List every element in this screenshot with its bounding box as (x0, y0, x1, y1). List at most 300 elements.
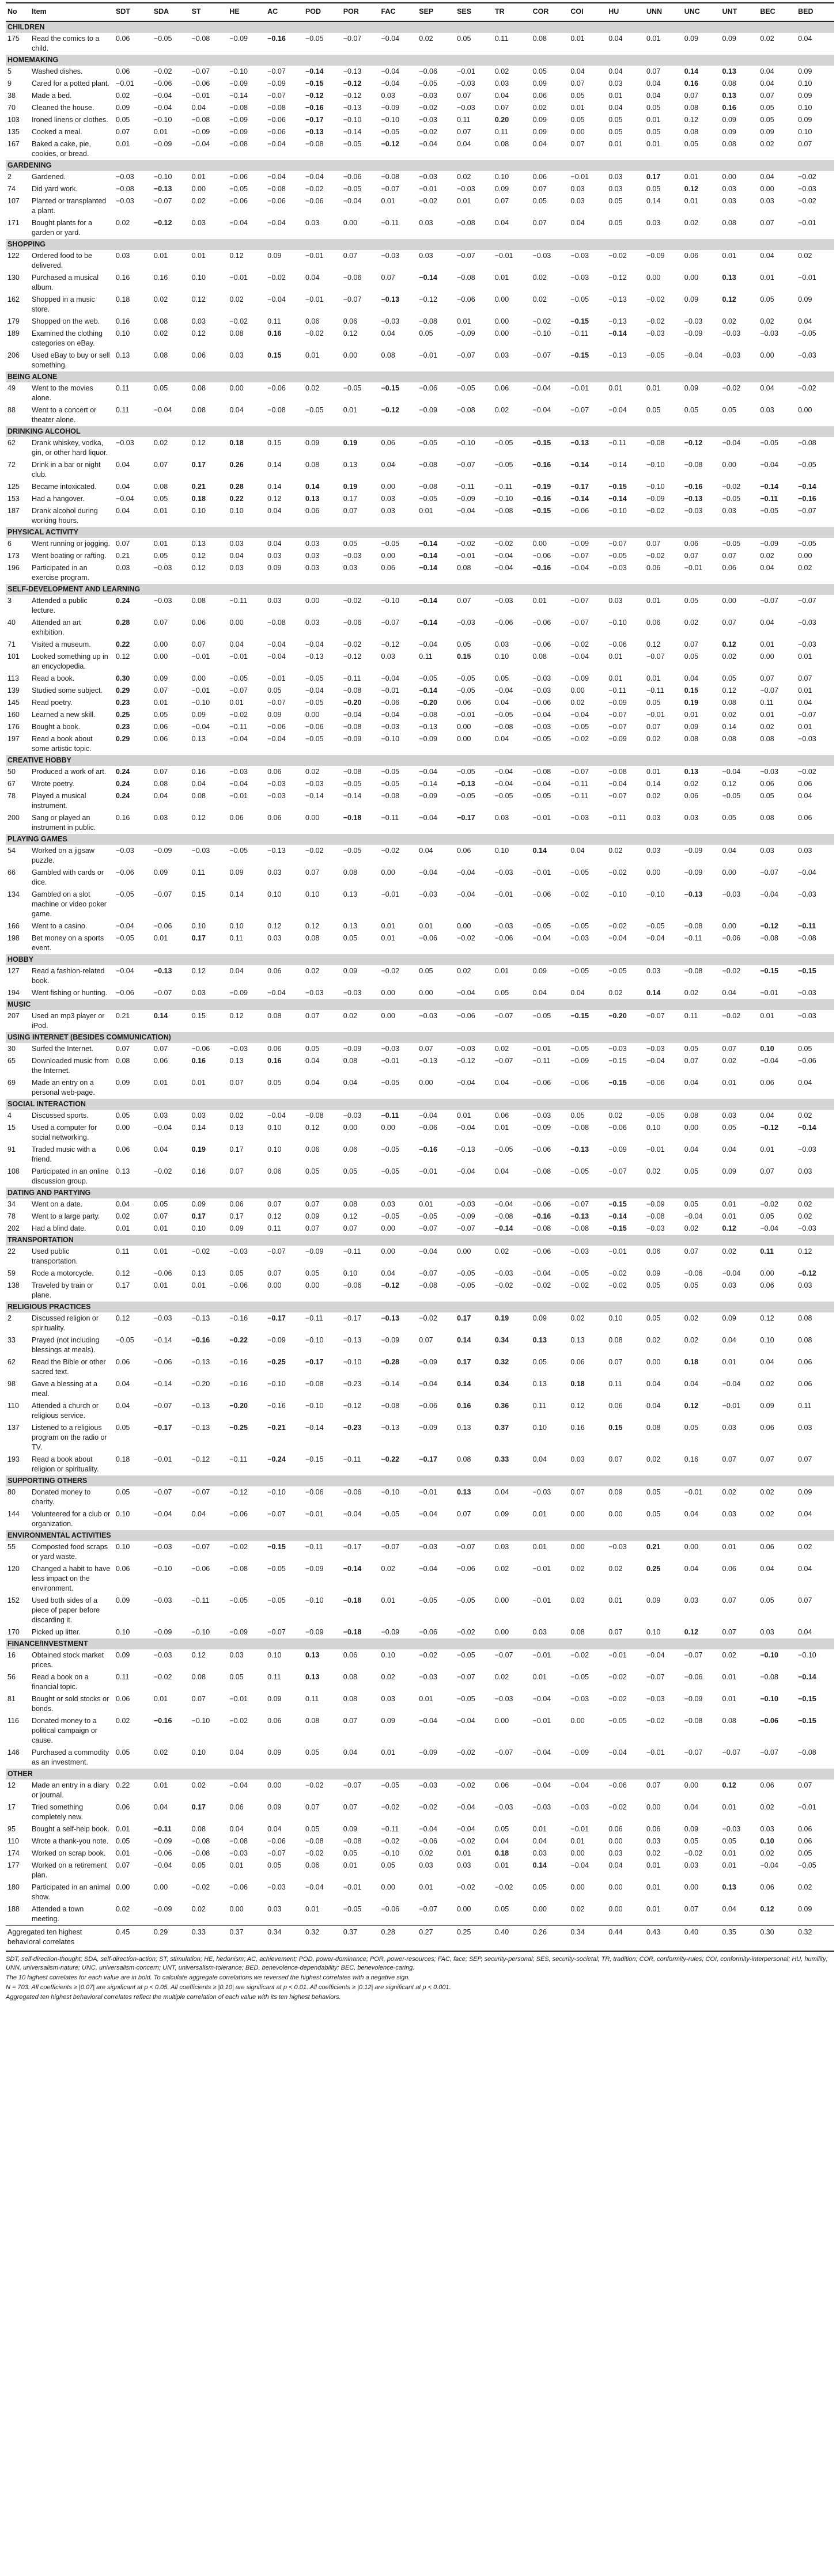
correlation-cell: 0.04 (760, 67, 774, 75)
correlation-cell: 0.01 (532, 597, 547, 605)
correlation-cell: 0.01 (798, 686, 812, 695)
table-row (6, 1312, 834, 1334)
correlation-cell: 0.09 (684, 723, 699, 731)
correlation-cell: −0.05 (532, 792, 551, 800)
correlation-cell: 0.05 (646, 1314, 661, 1322)
correlation-cell-highlighted: 0.20 (494, 116, 509, 124)
correlation-cell: −0.09 (419, 406, 437, 414)
table-row (6, 1780, 834, 1801)
correlation-cell: −0.03 (494, 922, 513, 930)
correlation-cell-highlighted: −0.11 (153, 1825, 172, 1833)
correlation-cell: −0.07 (267, 1628, 286, 1636)
correlation-cell: 0.16 (153, 274, 168, 282)
item-number: 62 (7, 1358, 16, 1366)
correlation-cell-highlighted: −0.17 (153, 1424, 172, 1432)
correlation-cell: 0.06 (229, 1200, 244, 1208)
correlation-cell-highlighted: −0.11 (381, 1111, 399, 1120)
correlation-cell: 0.01 (684, 173, 699, 181)
correlation-cell: 0.04 (229, 1748, 244, 1756)
correlation-cell: 0.00 (608, 1883, 623, 1891)
correlation-cell: 0.05 (684, 406, 699, 414)
correlation-cell-highlighted: 0.12 (760, 1905, 774, 1913)
correlation-cell: −0.04 (760, 1861, 778, 1869)
correlation-cell: 0.05 (532, 67, 547, 75)
correlation-cell: −0.01 (532, 868, 551, 877)
correlation-cell: 0.08 (532, 652, 547, 661)
correlation-cell: −0.01 (646, 1145, 665, 1154)
correlation-cell: 0.06 (343, 1145, 358, 1154)
item-text: Bought or sold stocks or bonds. (32, 1695, 109, 1713)
correlation-cell: −0.10 (153, 173, 172, 181)
correlation-cell: 0.02 (494, 1673, 509, 1681)
correlation-cell: −0.01 (684, 564, 703, 572)
correlation-cell-highlighted: 0.32 (494, 1358, 509, 1366)
table-row (6, 1541, 834, 1563)
correlation-cell: 0.11 (684, 1012, 698, 1020)
correlation-cell: 0.13 (191, 735, 206, 743)
correlation-cell: −0.04 (305, 640, 324, 648)
correlation-cell: −0.04 (191, 723, 210, 731)
correlation-cell: −0.14 (229, 92, 248, 100)
correlation-cell: 0.08 (305, 461, 320, 469)
correlation-cell: 0.05 (684, 1424, 699, 1432)
correlation-cell: −0.05 (608, 552, 627, 560)
correlation-cell: 0.04 (343, 1748, 358, 1756)
table-row (6, 1595, 834, 1626)
correlation-cell-highlighted: 0.13 (457, 1488, 471, 1496)
correlation-cell: 0.08 (494, 140, 509, 148)
correlation-cell: 0.11 (267, 1224, 281, 1232)
item-number: 198 (7, 934, 20, 942)
item-text: Read the comics to a child. (32, 35, 100, 52)
correlation-cell: −0.04 (684, 1212, 703, 1220)
item-text: Gambled on a slot machine or video poker game. (32, 890, 107, 918)
correlation-cell: −0.05 (457, 1651, 475, 1659)
correlation-cell: −0.04 (457, 1124, 475, 1132)
correlation-cell: −0.07 (760, 686, 778, 695)
correlation-cell: 0.05 (532, 197, 547, 205)
correlation-cell-highlighted: −0.14 (419, 540, 437, 548)
correlation-cell: −0.05 (305, 406, 324, 414)
item-text: Went to a large party. (32, 1212, 100, 1220)
correlation-cell: 0.01 (381, 922, 395, 930)
correlation-cell: −0.06 (419, 1402, 437, 1410)
correlation-cell: −0.05 (457, 674, 475, 682)
correlation-cell: −0.17 (343, 1314, 362, 1322)
correlation-cell: 0.05 (153, 384, 168, 392)
correlation-cell: −0.03 (494, 868, 513, 877)
correlation-cell-highlighted: −0.16 (532, 564, 551, 572)
correlation-cell-highlighted: −0.14 (608, 329, 627, 337)
correlation-cell: 0.01 (381, 1748, 395, 1756)
correlation-cell: −0.03 (457, 185, 475, 193)
correlation-cell: −0.07 (494, 1012, 513, 1020)
item-text: Learned a new skill. (32, 711, 96, 719)
aggregate-value: 0.32 (796, 1926, 834, 1950)
correlation-cell: −0.04 (153, 1861, 172, 1869)
correlation-cell: −0.05 (457, 686, 475, 695)
item-text: Planted or transplanted a plant. (32, 197, 107, 215)
table-row (6, 651, 834, 673)
correlation-cell: 0.06 (305, 1861, 320, 1869)
correlation-cell: 0.03 (305, 219, 320, 227)
correlation-cell: −0.05 (381, 128, 400, 136)
table-row (6, 1860, 834, 1881)
correlation-cell: 0.05 (229, 1269, 244, 1277)
correlation-cell: 0.00 (116, 1124, 130, 1132)
correlation-cell: −0.07 (457, 1224, 475, 1232)
correlation-cell: 0.05 (532, 1358, 547, 1366)
correlation-cell-highlighted: −0.16 (153, 1717, 172, 1725)
correlation-cell: 0.02 (798, 252, 812, 260)
correlation-cell: 0.06 (760, 1883, 774, 1891)
correlation-cell: −0.03 (457, 619, 475, 627)
correlation-cell: 0.01 (153, 1247, 168, 1255)
correlation-cell: −0.01 (229, 652, 248, 661)
correlation-cell: 0.00 (343, 219, 358, 227)
correlation-cell-highlighted: −0.15 (608, 483, 627, 491)
correlation-cell: −0.03 (494, 597, 513, 605)
correlation-cell: −0.07 (267, 699, 286, 707)
correlation-cell: −0.07 (570, 552, 589, 560)
correlation-cell: 0.01 (722, 1861, 736, 1869)
correlation-cell: −0.07 (608, 723, 627, 731)
correlation-cell: 0.03 (722, 507, 736, 515)
correlation-cell: −0.05 (381, 1167, 400, 1175)
correlation-cell: −0.05 (494, 792, 513, 800)
correlation-cell: −0.01 (532, 1565, 551, 1573)
correlation-cell: 0.01 (608, 1596, 623, 1604)
correlation-cell: 0.01 (722, 1849, 736, 1857)
correlation-cell-highlighted: −0.14 (419, 619, 437, 627)
correlation-cell: 0.03 (267, 597, 282, 605)
correlation-cell: −0.05 (457, 1596, 475, 1604)
correlation-cell: 0.00 (305, 1281, 320, 1289)
correlation-cell: 0.04 (343, 1079, 358, 1087)
correlation-cell: −0.07 (191, 67, 210, 75)
correlation-cell: 0.07 (494, 197, 509, 205)
correlation-cell: −0.04 (267, 173, 286, 181)
section-header (6, 834, 834, 845)
correlation-cell: 0.02 (343, 1012, 358, 1020)
correlation-cell: 0.01 (494, 274, 509, 282)
correlation-cell: −0.02 (381, 847, 400, 855)
correlation-cell: −0.09 (646, 495, 665, 503)
correlation-cell: 0.10 (267, 1145, 282, 1154)
item-text: Read a book about some artistic topic. (32, 735, 93, 753)
correlation-cell: 0.00 (494, 317, 509, 325)
correlation-cell: 0.11 (532, 1402, 547, 1410)
correlation-cell: −0.06 (305, 1488, 324, 1496)
correlation-cell: 0.12 (191, 564, 206, 572)
correlation-cell-highlighted: −0.14 (798, 483, 816, 491)
correlation-cell: −0.03 (570, 1695, 589, 1703)
correlation-cell: −0.09 (570, 1748, 589, 1756)
correlation-cell: −0.09 (229, 79, 248, 88)
correlation-cell: 0.01 (153, 252, 168, 260)
item-number: 177 (7, 1861, 20, 1869)
correlation-cell: 0.09 (532, 116, 547, 124)
correlation-cell: 0.09 (116, 104, 130, 112)
item-text: Traveled by train or plane. (32, 1281, 94, 1299)
item-text: Looked something up in an encyclopedia. (32, 652, 108, 670)
correlation-cell: 0.03 (608, 1849, 623, 1857)
table-row (6, 697, 834, 709)
correlation-cell: −0.02 (419, 1651, 437, 1659)
correlation-cell: −0.08 (381, 1402, 400, 1410)
correlation-cell: −0.06 (457, 1012, 475, 1020)
correlation-cell: 0.03 (570, 1455, 585, 1463)
correlation-cell: −0.03 (419, 173, 437, 181)
correlation-cell-highlighted: −0.10 (760, 1651, 778, 1659)
item-number: 145 (7, 699, 20, 707)
correlation-cell: −0.05 (722, 495, 741, 503)
table-row (6, 562, 834, 584)
table-row (6, 1356, 834, 1378)
correlation-cell-highlighted: 0.17 (191, 934, 206, 942)
correlation-cell: 0.07 (646, 1781, 661, 1789)
table-row (6, 987, 834, 999)
section-header (6, 999, 834, 1010)
correlation-cell: −0.01 (381, 686, 400, 695)
correlation-cell: −0.01 (494, 890, 513, 898)
correlation-cell: 0.07 (457, 1510, 471, 1518)
correlation-cell: 0.12 (305, 922, 320, 930)
correlation-cell: 0.00 (153, 1883, 168, 1891)
item-text: Wrote a thank-you note. (32, 1837, 109, 1845)
correlation-cell: 0.11 (191, 868, 205, 877)
item-number: 135 (7, 128, 20, 136)
correlation-cell: 0.08 (722, 140, 736, 148)
correlation-cell: 0.02 (722, 1057, 736, 1065)
correlation-cell: 0.02 (760, 552, 774, 560)
table-row (6, 437, 834, 459)
correlation-cell: 0.04 (760, 252, 774, 260)
correlation-cell: 0.08 (191, 384, 206, 392)
item-text: Read a book on a financial topic. (32, 1673, 89, 1691)
correlation-cell: −0.01 (191, 652, 210, 661)
correlation-cell: 0.03 (684, 814, 699, 822)
correlation-cell: 0.02 (457, 173, 471, 181)
correlation-cell: 0.00 (305, 814, 320, 822)
item-text: Used an mp3 player or iPod. (32, 1012, 105, 1030)
correlation-cell: 0.07 (305, 1803, 320, 1811)
correlation-cell: −0.02 (646, 552, 665, 560)
correlation-cell: −0.06 (229, 1281, 248, 1289)
item-text: Bought a self-help book. (32, 1825, 109, 1833)
correlation-cell: −0.02 (494, 1281, 513, 1289)
correlation-cell: −0.01 (419, 1167, 437, 1175)
correlation-cell: −0.11 (229, 597, 248, 605)
correlation-cell: −0.02 (305, 1781, 324, 1789)
correlation-cell: 0.04 (153, 1145, 168, 1154)
item-number: 122 (7, 252, 20, 260)
correlation-cell: −0.06 (191, 1565, 210, 1573)
correlation-cell: −0.03 (798, 351, 816, 359)
correlation-cell: 0.07 (153, 686, 168, 695)
correlation-cell: 0.07 (760, 674, 774, 682)
correlation-cell-highlighted: −0.20 (343, 699, 362, 707)
correlation-cell: −0.12 (381, 640, 400, 648)
correlation-cell: 0.13 (457, 1424, 471, 1432)
correlation-cell: −0.07 (381, 185, 400, 193)
column-header-sdt: SDT (114, 3, 152, 21)
correlation-cell: −0.03 (798, 890, 816, 898)
table-row (6, 1881, 834, 1903)
correlation-cell: 0.11 (798, 1402, 812, 1410)
table-row (6, 1454, 834, 1475)
correlation-cell: −0.03 (153, 1596, 172, 1604)
correlation-cell: −0.02 (608, 1695, 627, 1703)
correlation-cell-highlighted: −0.12 (684, 439, 703, 447)
correlation-cell: 0.05 (684, 1167, 699, 1175)
correlation-cell: 0.06 (116, 1358, 130, 1366)
correlation-cell: 0.07 (116, 540, 130, 548)
correlation-cell: −0.12 (608, 274, 627, 282)
correlation-cell: −0.10 (608, 619, 627, 627)
correlation-cell: 0.06 (722, 564, 736, 572)
correlation-cell: −0.09 (191, 128, 210, 136)
correlation-cell: 0.04 (494, 1837, 509, 1845)
correlation-cell: 0.03 (305, 540, 320, 548)
correlation-cell: 0.12 (267, 495, 282, 503)
item-number: 6 (7, 540, 12, 548)
correlation-cell: 0.06 (191, 619, 206, 627)
correlation-cell: 0.10 (267, 1651, 282, 1659)
correlation-cell: −0.06 (116, 868, 134, 877)
item-number: 167 (7, 140, 20, 148)
correlation-cell: 0.16 (116, 274, 130, 282)
correlation-cell-highlighted: −0.15 (532, 439, 551, 447)
correlation-cell: −0.08 (457, 274, 475, 282)
correlation-cell: −0.05 (267, 1565, 286, 1573)
correlation-cell: 0.18 (116, 1455, 130, 1463)
correlation-cell: 0.01 (343, 1861, 358, 1869)
correlation-cell: 0.05 (343, 540, 358, 548)
correlation-cell: 0.11 (494, 128, 509, 136)
correlation-cell: −0.01 (798, 219, 816, 227)
correlation-cell: 0.09 (608, 1488, 623, 1496)
correlation-cell: 0.06 (760, 780, 774, 788)
item-number: 74 (7, 185, 16, 193)
correlation-cell: −0.09 (229, 1628, 248, 1636)
correlation-cell: 0.07 (684, 640, 699, 648)
section-title: CHILDREN (6, 21, 834, 33)
table-row (6, 1280, 834, 1302)
correlation-cell: 0.06 (760, 1079, 774, 1087)
correlation-cell-highlighted: −0.15 (570, 351, 589, 359)
correlation-cell: −0.04 (343, 197, 362, 205)
correlation-cell: 0.10 (229, 507, 244, 515)
correlation-cell: −0.03 (494, 1803, 513, 1811)
correlation-cell: 0.04 (608, 35, 623, 43)
correlation-cell: −0.09 (229, 128, 248, 136)
correlation-cell: 0.07 (570, 140, 585, 148)
section-title: PLAYING GAMES (6, 834, 834, 845)
correlation-cell: 0.02 (760, 317, 774, 325)
correlation-cell: −0.05 (457, 384, 475, 392)
correlation-cell: 0.02 (419, 1849, 433, 1857)
correlation-cell: −0.07 (494, 1651, 513, 1659)
correlation-cell: 0.06 (267, 1717, 282, 1725)
correlation-cell: 0.11 (116, 384, 130, 392)
table-row (6, 889, 834, 920)
correlation-cell: 0.06 (608, 1825, 623, 1833)
section-header (6, 1099, 834, 1110)
correlation-cell: −0.02 (153, 1673, 172, 1681)
item-number: 78 (7, 792, 16, 800)
item-number: 15 (7, 1124, 16, 1132)
table-row (6, 1671, 834, 1693)
correlation-cell: 0.08 (153, 317, 168, 325)
correlation-cell: −0.08 (457, 406, 475, 414)
table-row (6, 595, 834, 617)
correlation-cell: 0.02 (191, 1905, 206, 1913)
correlation-cell: −0.08 (305, 1837, 324, 1845)
correlation-cell: 0.03 (419, 1861, 433, 1869)
correlation-cell: 0.04 (798, 1510, 812, 1518)
correlation-cell-highlighted: −0.16 (684, 483, 703, 491)
correlation-cell: 0.02 (684, 780, 699, 788)
section-title: HOBBY (6, 954, 834, 965)
item-text: Purchased a commodity as an investment. (32, 1748, 109, 1766)
correlation-cell: −0.04 (494, 686, 513, 695)
correlation-cell-highlighted: −0.15 (570, 317, 589, 325)
correlation-cell: 0.00 (381, 552, 395, 560)
correlation-cell: 0.02 (798, 1200, 812, 1208)
section-title: SELF-DEVELOPMENT AND LEARNING (6, 584, 834, 595)
correlation-cell: −0.08 (229, 104, 248, 112)
item-number: 4 (7, 1111, 12, 1120)
item-number: 174 (7, 1849, 20, 1857)
correlation-cell-highlighted: −0.14 (305, 67, 324, 75)
correlation-cell: 0.00 (722, 597, 736, 605)
item-text: Used public transportation. (32, 1247, 78, 1265)
correlation-cell: −0.01 (570, 1825, 589, 1833)
correlation-cell: 0.00 (381, 1224, 395, 1232)
correlation-cell: −0.07 (457, 461, 475, 469)
correlation-cell: 0.02 (608, 989, 623, 997)
correlation-cell: −0.05 (153, 35, 172, 43)
correlation-cell: −0.08 (684, 461, 703, 469)
item-number: 71 (7, 640, 16, 648)
correlation-cell: −0.04 (722, 1269, 741, 1277)
correlation-cell: −0.04 (760, 461, 778, 469)
correlation-cell: 0.15 (191, 1012, 206, 1020)
table-row (6, 812, 834, 834)
correlation-cell: −0.04 (570, 711, 589, 719)
correlation-cell: −0.02 (153, 1167, 172, 1175)
correlation-cell: 0.02 (153, 295, 168, 303)
item-text: Participated in an online discussion group. (32, 1167, 109, 1185)
correlation-cell: −0.03 (229, 1045, 248, 1053)
correlation-cell: 0.09 (798, 295, 812, 303)
correlation-cell: 0.07 (646, 723, 661, 731)
correlation-cell: −0.05 (532, 735, 551, 743)
correlation-cell-highlighted: −0.12 (760, 1124, 778, 1132)
correlation-cell: 0.09 (722, 1314, 736, 1322)
correlation-cell: 0.01 (343, 406, 358, 414)
correlation-cell: −0.06 (646, 1079, 665, 1087)
correlation-cell: 0.09 (343, 1825, 358, 1833)
correlation-cell: 0.04 (494, 1167, 509, 1175)
correlation-cell: 0.04 (494, 699, 509, 707)
item-text: Went on a date. (32, 1200, 83, 1208)
correlation-cell-highlighted: 0.14 (532, 1861, 547, 1869)
table-row (6, 1198, 834, 1211)
correlation-cell: 0.09 (760, 1402, 774, 1410)
correlation-cell-highlighted: −0.12 (381, 1281, 400, 1289)
